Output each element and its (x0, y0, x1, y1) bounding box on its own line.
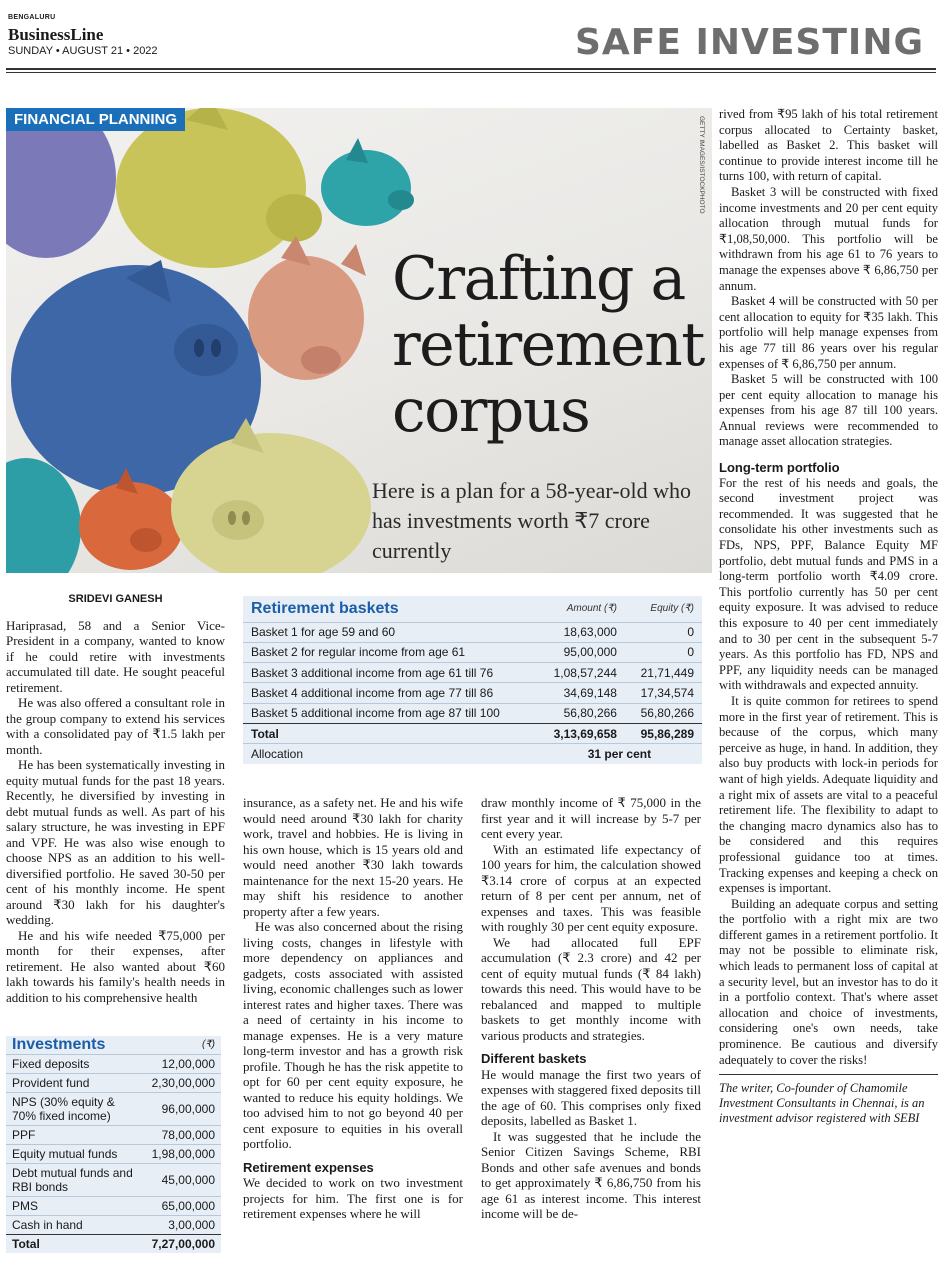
paragraph: Basket 4 will be constructed with 50 per cent allocation to equity for ₹35 lakh. This portfolio will help manage expenses from his age 77 till 86 years over his regular expenses of ₹ 6,86,750 per annum. (719, 294, 938, 371)
table-row (6, 1055, 221, 1074)
piggy-bank-icon (116, 108, 306, 268)
paragraph: insurance, as a safety net. He and his wife would need around ₹30 lakh for charity work, travel and hobbies. He is living in his own house, which is 15 years old and would need another ₹30 lakh towards maintenance for the next 15-20 years. He may shift his residence to another property after a few years. (243, 795, 463, 919)
total-value: 7,27,00,000 (146, 1235, 221, 1254)
paragraph: He and his wife needed ₹75,000 per month for their expenses, after retirement. He also wanted about ₹60 lakh towards his family's health needs in addition to his comprehensive health (6, 927, 225, 1005)
paragraph: We had allocated full EPF accumulation (₹ 2.3 crore) and 42 per cent of equity mutual funds (₹ 84 lakh) towards this need. This would have to be rebalanced and mapped to multiple baskets to get monthly income with various products and strategies. (481, 934, 701, 1043)
hero-image (6, 108, 712, 573)
row-amount: 1,08,57,244 (537, 663, 625, 683)
table-row (243, 703, 702, 723)
retirement-table-title: Retirement baskets (251, 599, 399, 617)
article-column-1 (6, 592, 225, 1005)
table-row (6, 1197, 221, 1216)
row-equity: 21,71,449 (625, 663, 702, 683)
table-row (243, 622, 702, 642)
table-row (6, 1074, 221, 1093)
row-amount: 18,63,000 (537, 622, 625, 642)
table-row (6, 1093, 221, 1126)
row-value: 45,00,000 (146, 1164, 221, 1197)
row-value: 3,00,000 (146, 1216, 221, 1235)
total-row (243, 723, 702, 743)
table-row (243, 663, 702, 683)
subhead: Retirement expenses (243, 1159, 374, 1175)
row-label: PPF (6, 1126, 146, 1145)
row-label: Fixed deposits (6, 1055, 146, 1074)
paragraph: He was also offered a consultant role in the group company to extend his services with a consolidated pay of ₹1.5 lakh per month. (6, 695, 225, 757)
row-equity: 0 (625, 622, 702, 642)
row-label: Equity mutual funds (6, 1145, 146, 1164)
row-equity: 56,80,266 (625, 703, 702, 723)
paragraph: We decided to work on two investment projects for him. The first one is for retirement expenses where he will (243, 1175, 463, 1221)
masthead-rule (6, 68, 936, 70)
article-column-4 (719, 107, 938, 1126)
retirement-baskets-table (243, 596, 702, 764)
allocation-label: Allocation (243, 744, 537, 764)
column-header-equity: Equity (₹) (650, 603, 694, 615)
table-row (6, 1126, 221, 1145)
photo-credit: GETTY IMAGES/ISTOCKPHOTO (698, 116, 705, 214)
subhead: Long-term portfolio (719, 460, 840, 476)
row-value: 96,00,000 (146, 1093, 221, 1126)
row-label: Basket 1 for age 59 and 60 (243, 622, 537, 642)
paragraph: With an estimated life expectancy of 100 years for him, the calculation showed ₹3.14 crore of corpus at an expected return of 8 per cent per annum, net of expenses and taxes. This was feasible with roughly 30 per cent equity exposure. (481, 841, 701, 934)
paragraph: It is quite common for retirees to spend more in the first year of retirement. This is because of the corpus, which many perceive as huge, in hand. In addition, they also buy products with lock-in periods for want of high yields. Adequate liquidity and a right mix of assets are vital to a peaceful retirement life. The flexibility to adapt to the changing macro dynamics also has to be considered and this requires professional guidance too at times. Tracking expenses and keeping a check on expenses is important. (719, 693, 938, 896)
row-amount: 95,00,000 (537, 642, 625, 662)
row-label: Basket 4 additional income from age 77 till 86 (243, 683, 537, 703)
section-title: SAFE INVESTING (574, 22, 924, 63)
author-note: The writer, Co-founder of Chamomile Investment Consultants in Chennai, is an investment advisor registered with SEBI (719, 1074, 938, 1126)
paragraph: He would manage the first two years of expenses with staggered fixed deposits till the age of 60. This comprises only fixed deposits, labelled as Basket 1. (481, 1066, 701, 1128)
row-value: 78,00,000 (146, 1126, 221, 1145)
paragraph: draw monthly income of ₹ 75,000 in the first year and it will increase by 5-7 per cent every year. (481, 795, 701, 841)
row-label: Basket 2 for regular income from age 61 (243, 642, 537, 662)
row-value: 65,00,000 (146, 1197, 221, 1216)
total-row (6, 1235, 221, 1254)
row-label: Cash in hand (6, 1216, 146, 1235)
city-label: BENGALURU (8, 14, 56, 21)
row-value: 12,00,000 (146, 1055, 221, 1074)
column-header-amount: Amount (₹) (566, 603, 617, 615)
row-label: Basket 5 additional income from age 87 till 100 (243, 703, 537, 723)
piggy-bank-icon (79, 482, 183, 570)
headline-line: retirement (392, 310, 704, 380)
paragraph: rived from ₹95 lakh of his total retirement corpus allocated to Certainty basket, labelled as Basket 2. This basket will continue to provide interest income till he turns 100, with return of capital. (719, 107, 938, 184)
table-row (6, 1216, 221, 1235)
table-row (243, 642, 702, 662)
row-label: Provident fund (6, 1074, 146, 1093)
paragraph: He has been systematically investing in equity mutual funds for the past 18 years. Recently, he diversified by investing in debt mutual funds as well. As part of his salary structure, he was investing in EPF and VPF. He was also wise enough to choose NPS as an addition to his well-diversified portfolio. He saved 30-50 per cent of his monthly income. He spent around ₹30 lakh for his daughter's wedding. (6, 757, 225, 927)
paragraph: For the rest of his needs and goals, the second investment project was recommended. It was suggested that he consolidate his other investments such as FDs, NPS, PPF, Balance Equity MF portfolio, debt mutual funds and PMS in a long-term portfolio worth ₹4.09 crore. This portfolio currently has 50 per cent equity exposure. It was advised to reduce this exposure to 40 per cent immediately and to 30 per cent in the subsequent 5-7 years. As this portfolio has FD, NPS and PPF, any liquidity needs can be managed with withdrawals and expected annuity. (719, 475, 938, 693)
deck-subtitle: Here is a plan for a 58-year-old who has investments worth ₹7 crore currently (372, 478, 692, 563)
row-label: Basket 3 additional income from age 61 till 76 (243, 663, 537, 683)
paper-name: BusinessLine (8, 25, 104, 44)
subhead: Different baskets (481, 1051, 587, 1066)
paragraph: Hariprasad, 58 and a Senior Vice-President in a company, wanted to know if he could retire with investments accumulated till date. He sought peaceful retirement. (6, 617, 225, 695)
headline-line: corpus (392, 376, 590, 446)
paragraph: Basket 5 will be constructed with 100 per cent equity allocation to manage his expenses from his age 87 till 100 years. Annual reviews were recommended to manage asset allocation strategies. (719, 372, 938, 449)
investments-table (6, 1036, 221, 1253)
row-value: 2,30,00,000 (146, 1074, 221, 1093)
row-amount: 34,69,148 (537, 683, 625, 703)
allocation-value: 31 per cent (537, 744, 702, 764)
masthead (6, 8, 936, 70)
row-label: PMS (6, 1197, 146, 1216)
paragraph: Basket 3 will be constructed with fixed income investments and 20 per cent equity allocation through mutual funds for ₹1,08,50,000. This portfolio will be withdrawn from his age 61 to 76 years to manage the expenses above ₹ 6,86,750 per annum. (719, 184, 938, 293)
total-label: Total (6, 1235, 146, 1254)
row-label: Debt mutual funds and RBI bonds (6, 1164, 146, 1197)
table-row (6, 1145, 221, 1164)
byline: SRIDEVI GANESH (68, 593, 163, 605)
paragraph: Building an adequate corpus and setting the portfolio with a right mix are two different games in a retirement portfolio. It may not be possible to eliminate risk, which leads to permanent loss of capital at a security level, but an investor has to do it in a portfolio context. That's where asset allocation and choice of investments, considering one's own needs, take prominence. Be cautious and diversify adequately to cover the risks! (719, 896, 938, 1067)
investments-table-title: Investments (12, 1036, 106, 1053)
paragraph: He was also concerned about the rising living costs, changes in lifestyle with more dependency on appliances and gadgets, costs associated with assisted living, economic challenges such as lower interest rates and higher taxes. There was a need of certainty in his income to manage expenses. He is a very mature long-term investor and has a growth risk profile. Though he has the risk appetite to opt for 60 per cent equity exposure, he wanted to reduce his equity holdings. We too advised him to not go beyond 40 per cent exposure to equities in his overall portfolio. (243, 919, 463, 1151)
row-label: NPS (30% equity & 70% fixed income) (6, 1093, 146, 1126)
total-equity: 95,86,289 (625, 723, 702, 743)
allocation-row (243, 744, 702, 764)
issue-date: SUNDAY • AUGUST 21 • 2022 (8, 45, 158, 57)
row-equity: 17,34,574 (625, 683, 702, 703)
masthead-rule-thin (6, 72, 936, 73)
article-column-3 (481, 795, 701, 1222)
row-value: 1,98,00,000 (146, 1145, 221, 1164)
headline-line: Crafting a (392, 244, 685, 314)
table-row (243, 683, 702, 703)
row-equity: 0 (625, 642, 702, 662)
investments-unit: (₹) (201, 1039, 215, 1050)
paragraph: It was suggested that he include the Senior Citizen Savings Scheme, RBI Bonds and other safe avenues and bonds to get approximately ₹ 6,86,750 from his age 61 as interest income. This interest income will be de- (481, 1128, 701, 1221)
section-kicker: FINANCIAL PLANNING (6, 108, 185, 131)
total-label: Total (243, 723, 537, 743)
table-row (6, 1164, 221, 1197)
row-amount: 56,80,266 (537, 703, 625, 723)
article-column-2 (243, 795, 463, 1222)
headline (392, 246, 704, 444)
total-amount: 3,13,69,658 (537, 723, 625, 743)
